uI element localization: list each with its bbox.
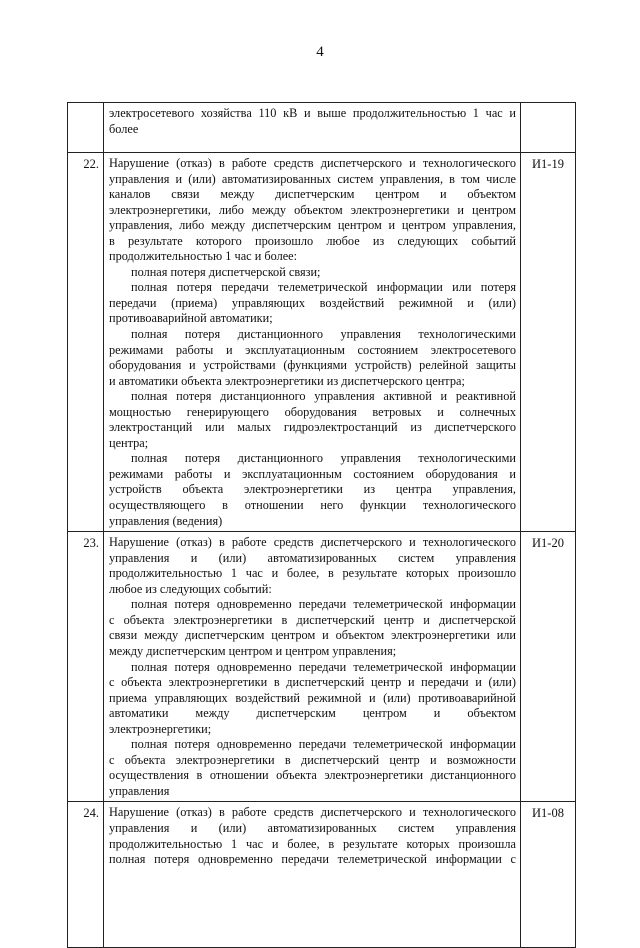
- text-line: управления: [109, 783, 170, 798]
- text-line: связи между диспетчерским центром и объектом электроэнергетики или: [109, 628, 516, 643]
- row-number: [68, 103, 104, 153]
- text-line: режимами работы и эксплуатационным состоянием электросетевого: [109, 342, 516, 357]
- text-line: приема управляющих воздействий режимной и (или) противоаварийной: [109, 690, 516, 705]
- text-line: продолжительностью 1 час и более, в результате которых произошло: [109, 566, 516, 581]
- page-number: 4: [316, 44, 324, 60]
- text-line: противоаварийной автоматики;: [109, 311, 273, 326]
- event-description: [104, 103, 521, 153]
- table-row: [68, 103, 576, 153]
- text-line: полная потеря дистанционного управления активной и реактивной: [131, 389, 516, 404]
- text-line: мощностью генерирующего оборудования ветровых и солнечных: [109, 404, 516, 419]
- text-line: осуществления в отношении объекта электроэнергетики дистанционного: [109, 768, 516, 783]
- text-line: с объекта электроэнергетики в диспетчерский центр и передачи и (или): [109, 675, 516, 690]
- text-line: оборудования и устройствами (функциями устройств) релейной защиты: [109, 358, 516, 373]
- event-code: [521, 103, 576, 153]
- text-line: с объекта электроэнергетики в диспетчерский центр и диспетчерской: [109, 612, 516, 627]
- event-description: [104, 532, 521, 802]
- text-line: режимами работы и эксплуатационным состоянием оборудования и: [109, 466, 516, 481]
- text-line: в результате которого произошло любое из следующих событий: [109, 233, 516, 248]
- text-line: Нарушение (отказ) в работе средств диспетчерского и технологического: [109, 535, 516, 550]
- text-line: полная потеря дистанционного управления технологическими: [131, 451, 516, 466]
- text-line: устройств объекта электроэнергетики из центра управления,: [109, 482, 516, 497]
- text-line: полная потеря одновременно передачи телеметрической информации: [131, 597, 516, 612]
- text-line: электроэнергетики;: [109, 721, 212, 736]
- table-row: [68, 802, 576, 948]
- text-line: управления и (или) автоматизированных систем управления, в том числе: [109, 171, 516, 186]
- text-line: любое из следующих событий:: [109, 581, 272, 596]
- row-number: 22.: [68, 153, 104, 532]
- table-row: [68, 153, 576, 532]
- text-line: управления и (или) автоматизированных систем управления: [109, 550, 516, 565]
- row-number: 24.: [68, 802, 104, 948]
- event-description: [104, 802, 521, 948]
- row-number: 23.: [68, 532, 104, 802]
- text-line: полная потеря одновременно передачи телеметрической информации: [131, 659, 516, 674]
- event-code: И1-20: [521, 532, 576, 802]
- event-description: [104, 153, 521, 532]
- text-line: полная потеря дистанционного управления технологическими: [131, 327, 516, 342]
- text-line: электросетевого хозяйства 110 кВ и выше продолжительностью 1 час и: [109, 106, 516, 120]
- text-line: полная потеря передачи телеметрической информации или потеря: [131, 280, 516, 295]
- text-line: управления и (или) автоматизированных систем управления: [109, 820, 516, 835]
- text-line: продолжительностью 1 час и более:: [109, 249, 298, 264]
- text-line: Нарушение (отказ) в работе средств диспетчерского и технологического: [109, 805, 516, 820]
- event-code: И1-08: [521, 802, 576, 948]
- text-line: управления (ведения): [109, 513, 223, 528]
- text-line: автоматики между диспетчерским центром и объектом: [109, 706, 516, 721]
- text-line: полная потеря одновременно передачи телеметрической информации с: [109, 852, 516, 867]
- text-line: полная потеря одновременно передачи телеметрической информации: [131, 737, 516, 752]
- text-line: электростанций или малых гидроэлектростанций из диспетчерского: [109, 420, 516, 435]
- text-line: с объекта электроэнергетики в диспетчерский центр и возможности: [109, 752, 516, 767]
- text-line: Нарушение (отказ) в работе средств диспетчерского и технологического: [109, 156, 516, 170]
- event-code: И1-19: [521, 153, 576, 532]
- text-line: более: [109, 121, 139, 136]
- text-line: передачи (приема) управляющих воздействий режимной и (или): [109, 295, 516, 310]
- text-line: осуществляющего в отношении него функции технологического: [109, 498, 516, 513]
- text-line: между диспетчерским центром и центром управления;: [109, 643, 397, 658]
- table-row: [68, 532, 576, 802]
- text-line: продолжительностью 1 час и более, в результате которых произошла: [109, 836, 516, 851]
- text-line: полная потеря диспетчерской связи;: [131, 264, 321, 279]
- text-line: каналов связи между диспетчерским центром и объектом: [109, 187, 516, 202]
- events-table: [67, 102, 576, 948]
- text-line: управления, либо между диспетчерским центром и центром управления,: [109, 218, 516, 233]
- text-line: электроэнергетики, либо между объектом электроэнергетики и центром: [109, 202, 516, 217]
- text-line: центра;: [109, 435, 149, 450]
- text-line: и автоматики объекта электроэнергетики из диспетчерского центра;: [109, 373, 465, 388]
